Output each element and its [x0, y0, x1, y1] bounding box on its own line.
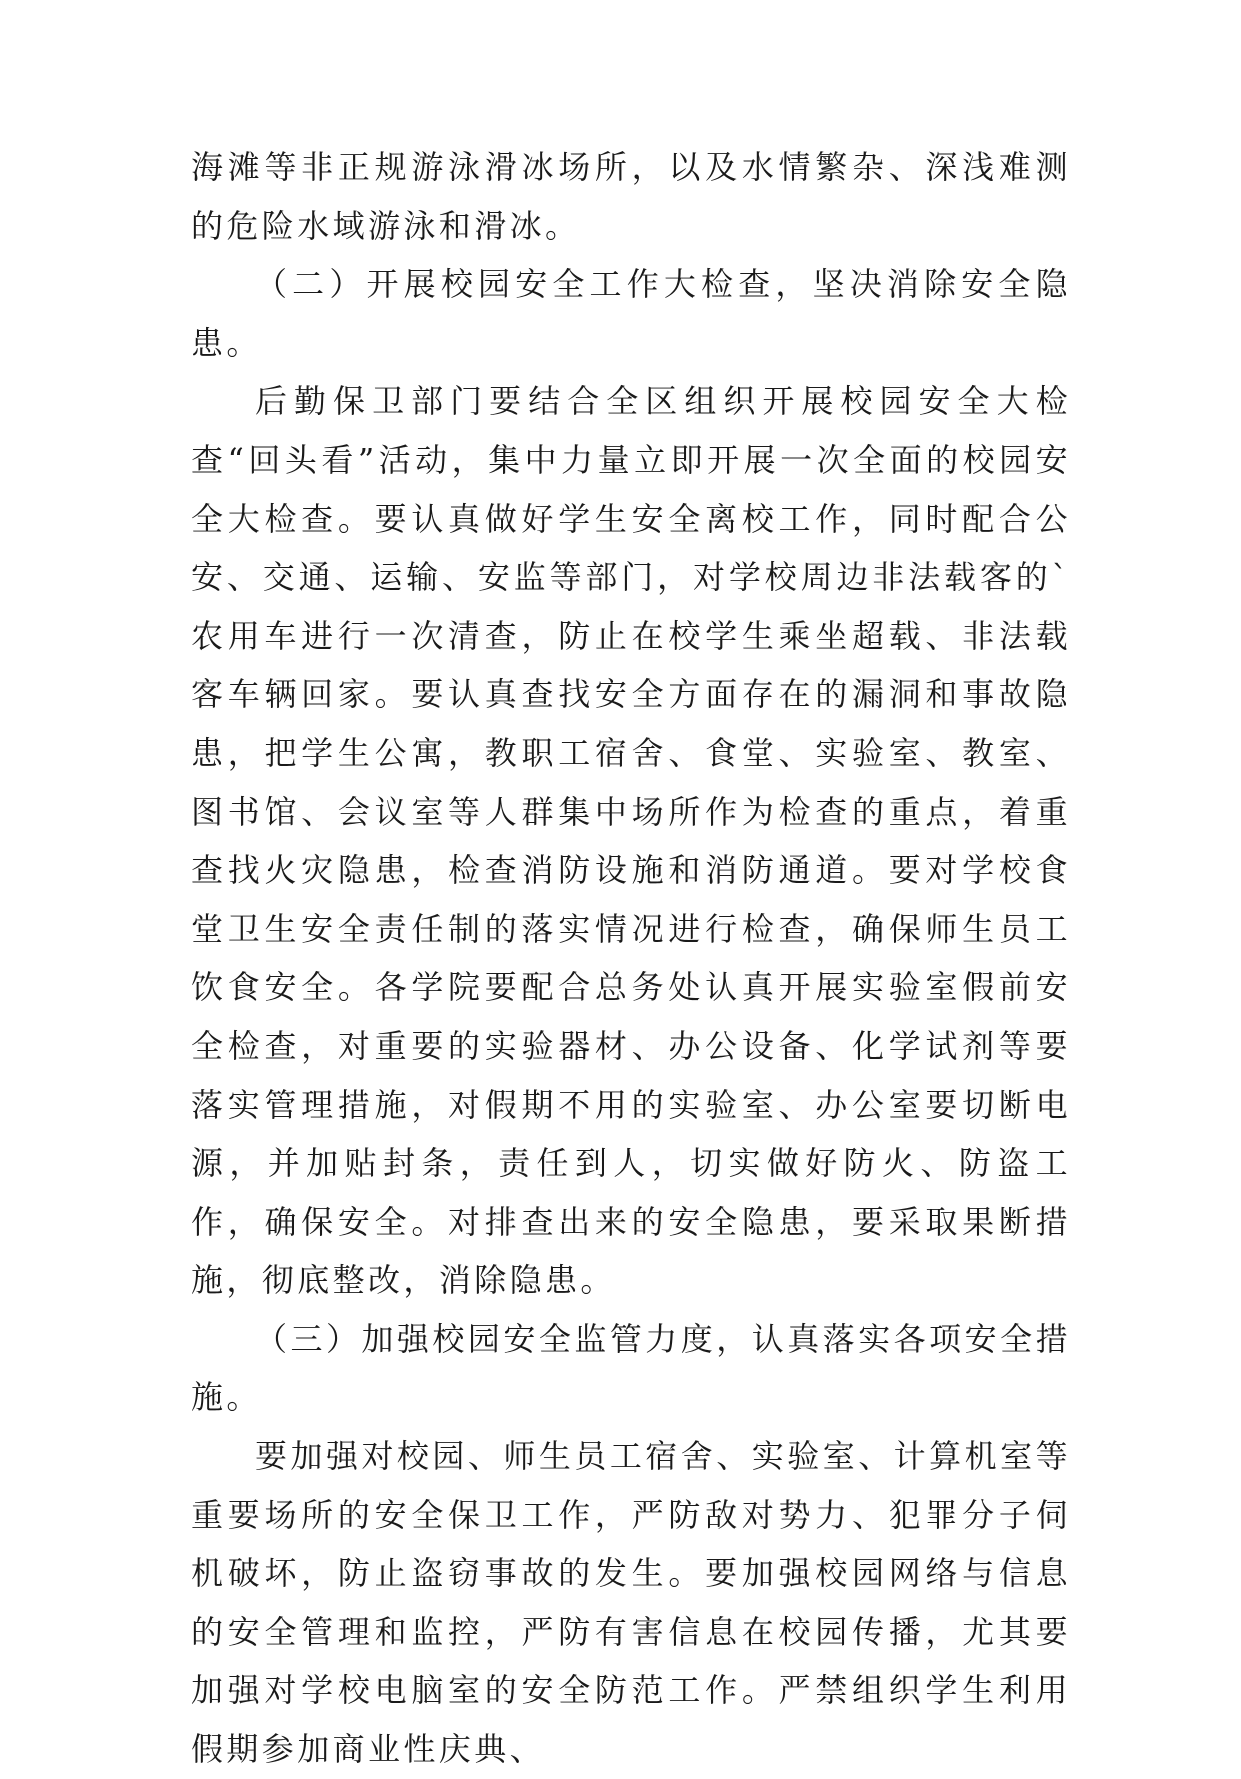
document-body	[191, 138, 1071, 1779]
section-heading-2: （二）开展校园安全工作大检查，坚决消除安全隐患。	[191, 265, 1071, 362]
paragraph-continued: 海滩等非正规游泳滑冰场所，以及水情繁杂、深浅难测的危险水域游泳和滑冰。	[191, 148, 1071, 245]
paragraph-safety-inspection: 后勤保卫部门要结合全区组织开展校园安全大检查“回头看”活动，集中力量立即开展一次全面的校园安全大检查。要认真做好学生安全离校工作，同时配合公安、交通、运输、安监等部门，对学校周边非法载客的`农用车进行一次清查，防止在校学生乘坐超载、非法载客车辆回家。要认真查找安全方面存在的漏洞和事故隐患，把学生公寓，教职工宿舍、食堂、实验室、教室、图书馆、会议室等人群集中场所作为检查的重点，着重查找火灾隐患，检查消防设施和消防通道。要对学校食堂卫生安全责任制的落实情况进行检查，确保师生员工饮食安全。各学院要配合总务处认真开展实验室假前安全检查，对重要的实验器材、办公设备、化学试剂等要落实管理措施，对假期不用的实验室、办公室要切断电源，并加贴封条，责任到人，切实做好防火、防盗工作，确保安全。对排查出来的安全隐患，要采取果断措施，彻底整改，消除隐患。	[191, 382, 1071, 1300]
paragraph-safety-supervision: 要加强对校园、师生员工宿舍、实验室、计算机室等重要场所的安全保卫工作，严防敌对势力、犯罪分子伺机破坏，防止盗窃事故的发生。要加强校园网络与信息的安全管理和监控，严防有害信息在校园传播，尤其要加强对学校电脑室的安全防范工作。严禁组织学生利用假期参加商业性庆典、	[191, 1437, 1071, 1769]
section-heading-3: （三）加强校园安全监管力度，认真落实各项安全措施。	[191, 1319, 1071, 1417]
